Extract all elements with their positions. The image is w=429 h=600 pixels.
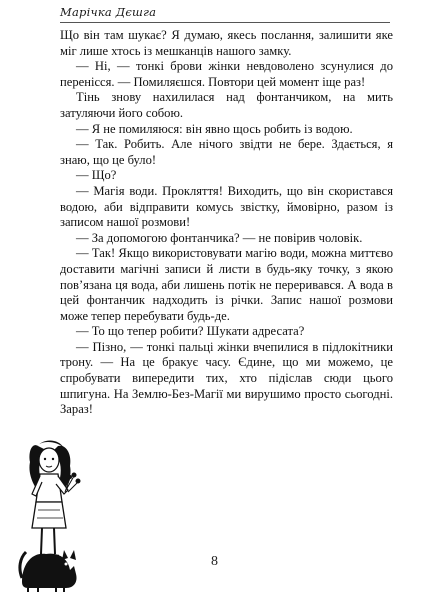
paragraph: Тінь знову нахилилася над фонтанчиком, на мить затуляючи його собою.	[60, 90, 393, 120]
paragraph: Що він там шукає? Я думаю, якесь послання, залишити яке міг лише хтось із мешканців нашого замку.	[60, 28, 393, 58]
paragraph: — За допомогою фонтанчика? — не повірив чоловік.	[76, 230, 363, 245]
page-number: 8	[211, 554, 218, 569]
body-text	[60, 28, 393, 418]
paragraph: — Магія води. Прокляття! Виходить, що він скористався водою, аби відправити комусь звістку, ймовірно, разом із записом нашої розмови!	[60, 183, 393, 230]
paragraph: — Що?	[76, 168, 117, 183]
paragraph: — Так. Робить. Але нічого звідти не бере. Здається, я знаю, що це було!	[60, 137, 393, 167]
paragraph: — Пізно, — тонкі пальці жінки вчепилися в підлокітники трону. — На це бракує часу. Єдине, що ми можемо, це спробувати випередити тих, хто підіслав сюди цього шпигуна. На Землю-Без-Магії ми вирушимо просто сьогодні. Зараз!	[60, 339, 393, 417]
paragraph: — Я не помиляюся: він явно щось робить із водою.	[76, 121, 353, 136]
paragraph: — Ні, — тонкі брови жінки невдоволено зсунулися до перенісся. — Помиляєшся. Повтори цей момент іще раз!	[60, 59, 393, 89]
paragraph: — Так! Якщо використовувати магію води, можна миттєво доставити магічні записи й листи в будь-яку точку, з якою пов’язана ця вода, аби лишень потік не переривався. А вода в цей фонтанчик надходить із річки. Запис нашої розмови може тепер перебувати будь-де.	[60, 246, 393, 323]
running-head-author: Марічка Дєшга	[60, 5, 157, 19]
header-rule	[60, 22, 390, 23]
paragraph: — То що тепер робити? Шукати адресата?	[76, 324, 305, 339]
